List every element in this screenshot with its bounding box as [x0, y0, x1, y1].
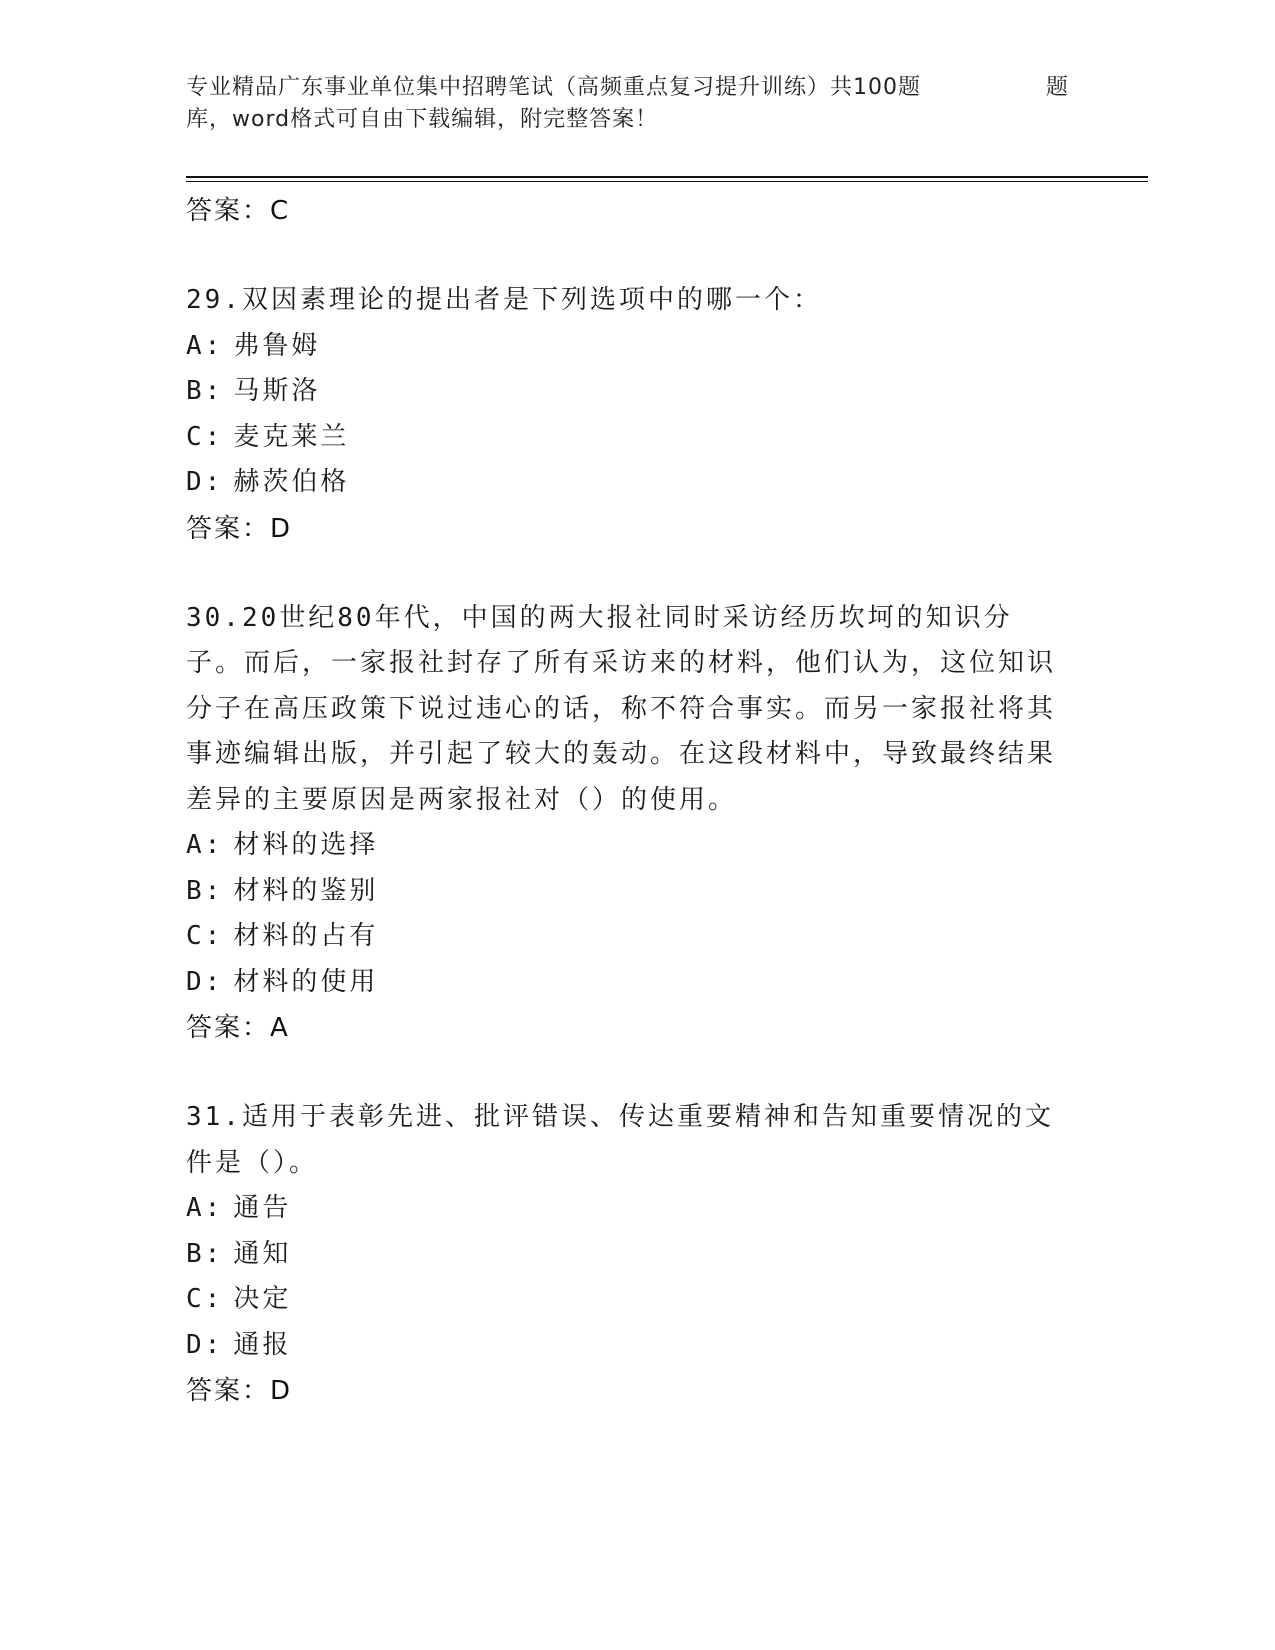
question-text: 30.20世纪80年代，中国的两大报社同时采访经历坎坷的知识分子。而后，一家报社封存了所有采访来的材料，他们认为，这位知识分子在高压政策下说过违心的话，称不符合事实。而另一家报社将其事迹编辑出版，并引起了较大的轰动。在这段材料中，导致最终结果差异的主要原因是两家报社对（）的使用。 [186, 602, 1057, 815]
option-c [186, 415, 1086, 461]
option-key: C: [186, 921, 224, 951]
option-a [186, 823, 1086, 869]
answer-line [186, 506, 1086, 552]
option-key: B: [186, 1238, 224, 1269]
answer-label: 答案： [186, 1376, 271, 1406]
option-key: B: [186, 376, 224, 406]
header-title-trail: 题 [1046, 75, 1070, 100]
question-block [186, 596, 1086, 1052]
header-line-2: 库，word格式可自由下载编辑，附完整答案！ [186, 107, 659, 132]
header-title: 专业精品广东事业单位集中招聘笔试（高频重点复习提升训练）共100题 [186, 75, 921, 100]
option-key: D: [186, 1329, 224, 1360]
option-text: 通告 [233, 1193, 292, 1223]
question-block [186, 278, 1086, 552]
option-text: 麦克莱兰 [233, 421, 350, 452]
option-key: A: [186, 1193, 224, 1223]
header-divider [186, 176, 1148, 178]
question-text: 31.适用于表彰先进、批评错误、传达重要精神和告知重要情况的文件是（）。 [186, 1102, 1054, 1178]
option-key: C: [186, 1284, 224, 1314]
answer-line [186, 188, 1086, 234]
option-d [186, 960, 1086, 1006]
answer-line [186, 1368, 1086, 1414]
option-key: D: [186, 966, 224, 997]
answer-label: 答案： [186, 1013, 271, 1043]
option-text: 赫茨伯格 [233, 467, 350, 497]
option-key: C: [186, 421, 224, 452]
option-text: 决定 [233, 1284, 292, 1314]
option-text: 通报 [233, 1329, 292, 1360]
answer-line [186, 1005, 1086, 1051]
answer-value: A [270, 1013, 288, 1043]
option-key: B: [186, 875, 224, 906]
option-a [186, 324, 1086, 370]
header-divider-thin [186, 181, 1148, 182]
option-a [186, 1186, 1086, 1232]
option-d [186, 1323, 1086, 1369]
option-key: A: [186, 830, 224, 860]
option-d [186, 460, 1086, 506]
answer-value: D [270, 1376, 291, 1406]
page-header [186, 72, 1086, 136]
option-text: 通知 [233, 1238, 292, 1269]
answer-label: 答案： [186, 513, 271, 544]
option-c [186, 914, 1086, 960]
option-text: 材料的鉴别 [233, 875, 379, 906]
answer-value: C [270, 196, 289, 226]
option-c [186, 1277, 1086, 1323]
document-body [186, 188, 1086, 1414]
option-text: 马斯洛 [233, 376, 321, 406]
option-text: 材料的使用 [233, 966, 379, 997]
answer-value: D [270, 513, 291, 544]
option-text: 弗鲁姆 [233, 330, 321, 361]
option-b [186, 1232, 1086, 1278]
option-text: 材料的占有 [233, 921, 379, 951]
option-text: 材料的选择 [233, 830, 379, 860]
question-block [186, 1095, 1086, 1414]
option-b [186, 869, 1086, 915]
option-key: A: [186, 330, 224, 361]
header-line-1 [186, 72, 1086, 104]
question-text: 29.双因素理论的提出者是下列选项中的哪一个： [186, 285, 822, 315]
answer-label: 答案： [186, 196, 271, 226]
option-key: D: [186, 467, 224, 497]
option-b [186, 369, 1086, 415]
